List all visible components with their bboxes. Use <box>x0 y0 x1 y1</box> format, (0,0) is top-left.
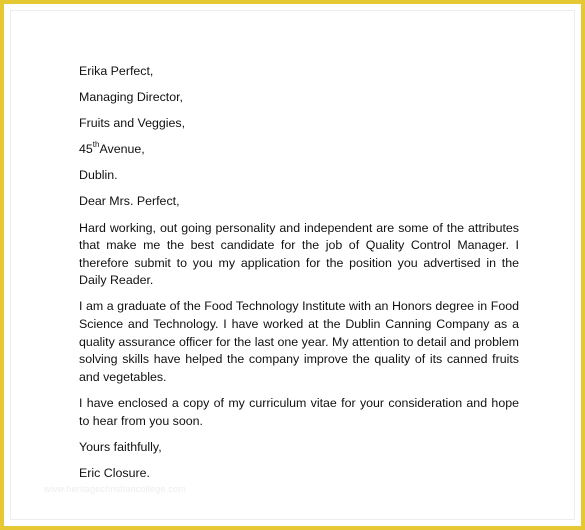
body-paragraph: I have enclosed a copy of my curriculum vitae for your consideration and hope to hear from you soon. <box>79 395 519 428</box>
recipient-name: Erika Perfect, <box>79 64 154 78</box>
closing: Yours faithfully, <box>79 439 162 454</box>
street-number-suffix: th <box>92 140 100 150</box>
letter-body <box>79 63 519 491</box>
body-paragraph: I am a graduate of the Food Technology Institute with an Honors degree in Food Science and Technology. I have worked at the Dublin Canning Company as a quality assurance officer for the last one year. My attention to detail and problem solving skills have helped the company improve the quality of its canned fruits and vegetables. <box>79 299 519 384</box>
street-address <box>79 141 519 159</box>
body-paragraph: Hard working, out going personality and independent are some of the attributes that make me the best candidate for the job of Quality Control Manager. I therefore submit to you my application for the position you advertised in the Daily Reader. <box>79 220 519 288</box>
street-number: 45 <box>79 142 93 157</box>
street-name: Avenue, <box>99 142 145 157</box>
salutation: Dear Mrs. Perfect, <box>79 194 180 209</box>
recipient-title: Managing Director, <box>79 90 183 105</box>
watermark-text: www.heritagechristiancollege.com <box>44 484 186 494</box>
signature: Eric Closure. <box>79 465 150 480</box>
company-name: Fruits and Veggies, <box>79 116 186 131</box>
city: Dublin. <box>79 168 118 183</box>
